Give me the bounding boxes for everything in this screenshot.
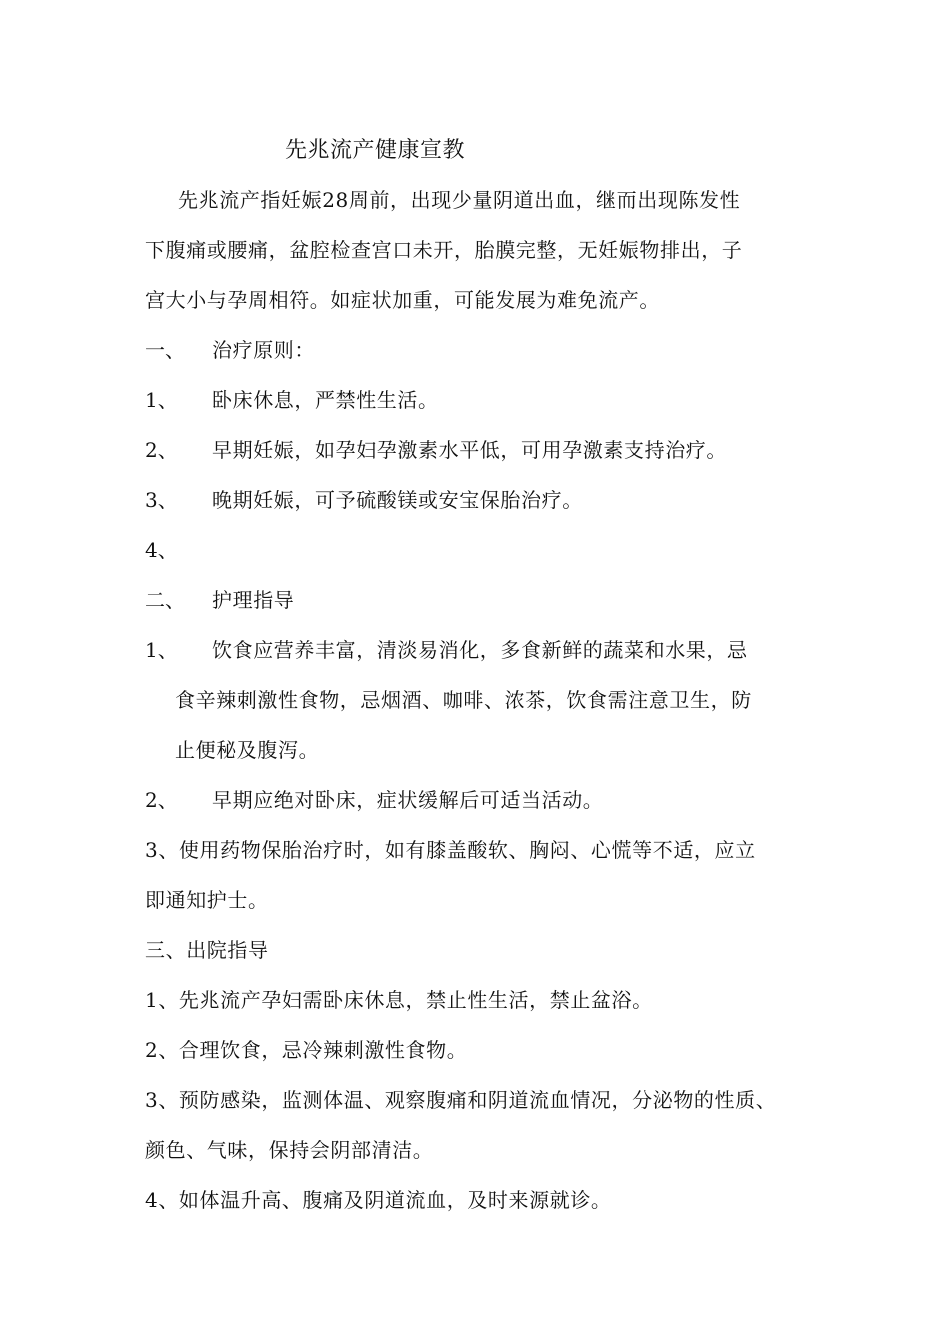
section2-item2-marker: 2、 (145, 788, 178, 812)
section3-line-4: 颜色、气味，保持会阴部清洁。 (145, 1138, 434, 1162)
document-title: 先兆流产健康宣教 (285, 138, 466, 163)
section1-item4-marker: 4、 (145, 538, 178, 562)
section1-heading: 治疗原则： (212, 338, 315, 362)
section1-item1-text: 卧床休息，严禁性生活。 (212, 388, 439, 412)
intro-line-3: 宫大小与孕周相符。如症状加重，可能发展为难免流产。 (145, 288, 660, 312)
section2-item3-line-1: 3、使用药物保胎治疗时，如有膝盖酸软、胸闷、心慌等不适，应立 (145, 838, 756, 862)
section3-line-1: 1、先兆流产孕妇需卧床休息，禁止性生活，禁止盆浴。 (145, 988, 653, 1012)
section3-line-2: 2、合理饮食，忌冷辣刺激性食物。 (145, 1038, 468, 1062)
intro-line-1: 先兆流产指妊娠28周前，出现少量阴道出血，继而出现陈发性 (178, 188, 741, 212)
section3-line-3: 3、预防感染，监测体温、观察腹痛和阴道流血情况，分泌物的性质、 (145, 1088, 777, 1112)
section2-item3-line-2: 即通知护士。 (145, 888, 269, 912)
section1-item1-marker: 1、 (145, 388, 178, 412)
section2-item1-line-2: 食辛辣刺激性食物，忌烟酒、咖啡、浓茶，饮食需注意卫生，防 (175, 688, 752, 712)
section1-item3-text: 晚期妊娠，可予硫酸镁或安宝保胎治疗。 (212, 488, 583, 512)
section1-item3-marker: 3、 (145, 488, 178, 512)
section2-item1-marker: 1、 (145, 638, 178, 662)
section3-heading: 三、出院指导 (145, 938, 269, 962)
section1-marker: 一、 (145, 338, 185, 362)
intro-line-2: 下腹痛或腰痛，盆腔检查宫口未开，胎膜完整，无妊娠物排出，子 (145, 238, 743, 262)
section2-item1-line-1: 饮食应营养丰富，清淡易消化，多食新鲜的蔬菜和水果，忌 (212, 638, 748, 662)
section2-item2-text: 早期应绝对卧床，症状缓解后可适当活动。 (212, 788, 604, 812)
section2-item1-line-3: 止便秘及腹泻。 (175, 738, 320, 762)
section2-marker: 二、 (145, 588, 185, 612)
section2-heading: 护理指导 (212, 588, 295, 612)
section3-line-5: 4、如体温升高、腹痛及阴道流血，及时来源就诊。 (145, 1188, 612, 1212)
section1-item2-marker: 2、 (145, 438, 178, 462)
section1-item2-text: 早期妊娠，如孕妇孕激素水平低，可用孕激素支持治疗。 (212, 438, 727, 462)
